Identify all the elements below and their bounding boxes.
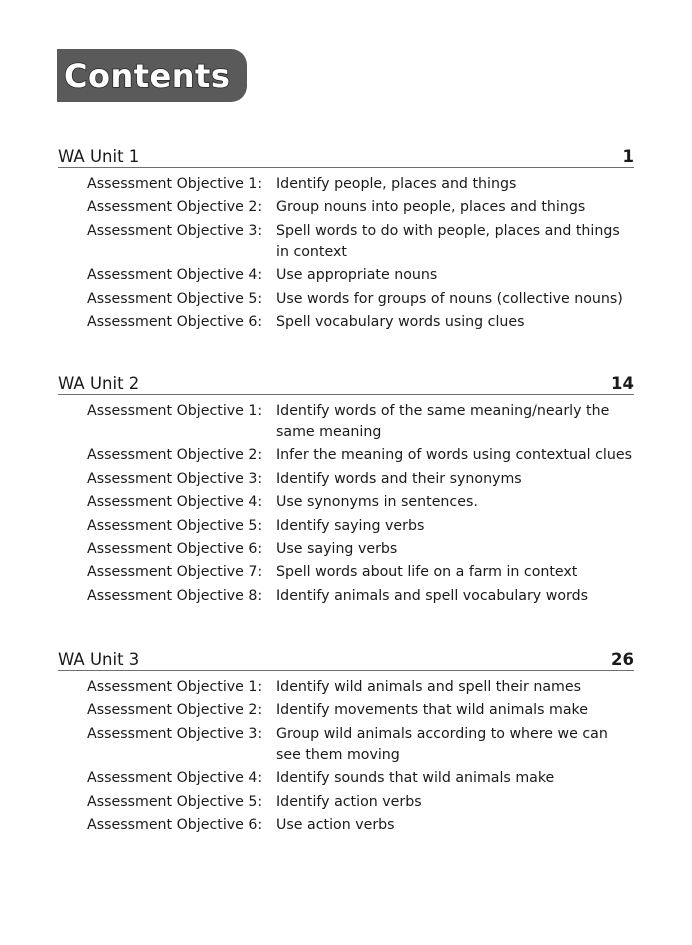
unit-page-number: 14 [611, 374, 634, 393]
objective-label: Assessment Objective 5: [87, 793, 263, 810]
objective-row [58, 401, 634, 443]
objective-description: Identify sounds that wild animals make [276, 770, 555, 787]
unit-title: WA Unit 3 [58, 650, 140, 669]
objective-label: Assessment Objective 7: [87, 564, 263, 581]
objective-description: Identify animals and spell vocabulary words [276, 587, 588, 604]
objective-label: Assessment Objective 3: [87, 222, 263, 239]
objective-label: Assessment Objective 2: [87, 199, 263, 216]
objective-row [58, 469, 634, 490]
objective-list [58, 401, 634, 607]
objective-description: Group nouns into people, places and things [276, 199, 586, 216]
objective-row [58, 724, 634, 766]
page-title: Contents [64, 56, 231, 95]
unit-title: WA Unit 1 [58, 147, 140, 166]
objective-row [58, 677, 634, 698]
objective-label: Assessment Objective 3: [87, 725, 263, 742]
objective-row [58, 539, 634, 560]
objective-label: Assessment Objective 4: [87, 267, 263, 284]
objective-label: Assessment Objective 4: [87, 770, 263, 787]
objective-list [58, 174, 634, 333]
unit-section [58, 145, 634, 335]
objective-description: Use action verbs [276, 816, 395, 833]
objective-list [58, 677, 634, 836]
objective-description: Use saying verbs [276, 540, 398, 557]
objective-label: Assessment Objective 1: [87, 679, 263, 695]
objective-row [58, 792, 634, 813]
objective-description: Use synonyms in sentences. [276, 494, 478, 511]
objective-row [58, 265, 634, 286]
objective-description: Identify wild animals and spell their names [276, 679, 581, 695]
objective-label: Assessment Objective 1: [87, 176, 263, 192]
objective-label: Assessment Objective 2: [87, 447, 263, 464]
objective-row [58, 312, 634, 333]
objective-label: Assessment Objective 5: [87, 517, 263, 534]
objective-label: Assessment Objective 5: [87, 290, 263, 307]
objective-description: Identify movements that wild animals make [276, 702, 588, 719]
objective-label: Assessment Objective 6: [87, 540, 263, 557]
objective-row [58, 815, 634, 836]
objective-row [58, 516, 634, 537]
objective-row [58, 197, 634, 218]
unit-section [58, 372, 634, 609]
objective-label: Assessment Objective 8: [87, 587, 263, 604]
objective-description: Group wild animals according to where we can see them moving [276, 725, 608, 763]
unit-header[interactable] [58, 372, 634, 395]
objective-description: Identify action verbs [276, 793, 422, 810]
objective-description: Infer the meaning of words using contextual clues [276, 447, 632, 464]
objective-description: Use words for groups of nouns (collective nouns) [276, 290, 623, 307]
objective-description: Identify words and their synonyms [276, 470, 522, 487]
objective-description: Identify people, places and things [276, 176, 517, 192]
objective-row [58, 768, 634, 789]
objective-label: Assessment Objective 2: [87, 702, 263, 719]
unit-header[interactable] [58, 145, 634, 168]
objective-row [58, 289, 634, 310]
objective-description: Use appropriate nouns [276, 267, 438, 284]
objective-label: Assessment Objective 1: [87, 403, 263, 419]
unit-title: WA Unit 2 [58, 374, 140, 393]
objective-row [58, 586, 634, 607]
objective-row [58, 445, 634, 466]
objective-description: Spell vocabulary words using clues [276, 313, 525, 330]
objective-label: Assessment Objective 6: [87, 816, 263, 833]
objective-row [58, 492, 634, 513]
objective-label: Assessment Objective 3: [87, 470, 263, 487]
contents-title-banner [57, 49, 247, 102]
objective-row [58, 700, 634, 721]
unit-header[interactable] [58, 648, 634, 671]
objective-row [58, 562, 634, 583]
objective-label: Assessment Objective 6: [87, 313, 263, 330]
objective-description: Identify saying verbs [276, 517, 425, 534]
objective-row [58, 174, 634, 195]
objective-label: Assessment Objective 4: [87, 494, 263, 511]
unit-section [58, 648, 634, 838]
unit-page-number: 26 [611, 650, 634, 669]
objective-row [58, 221, 634, 263]
objective-description: Spell words about life on a farm in context [276, 564, 578, 581]
objective-description: Identify words of the same meaning/nearly the same meaning [276, 403, 610, 440]
objective-description: Spell words to do with people, places and things in context [276, 222, 620, 260]
unit-page-number: 1 [622, 147, 634, 166]
